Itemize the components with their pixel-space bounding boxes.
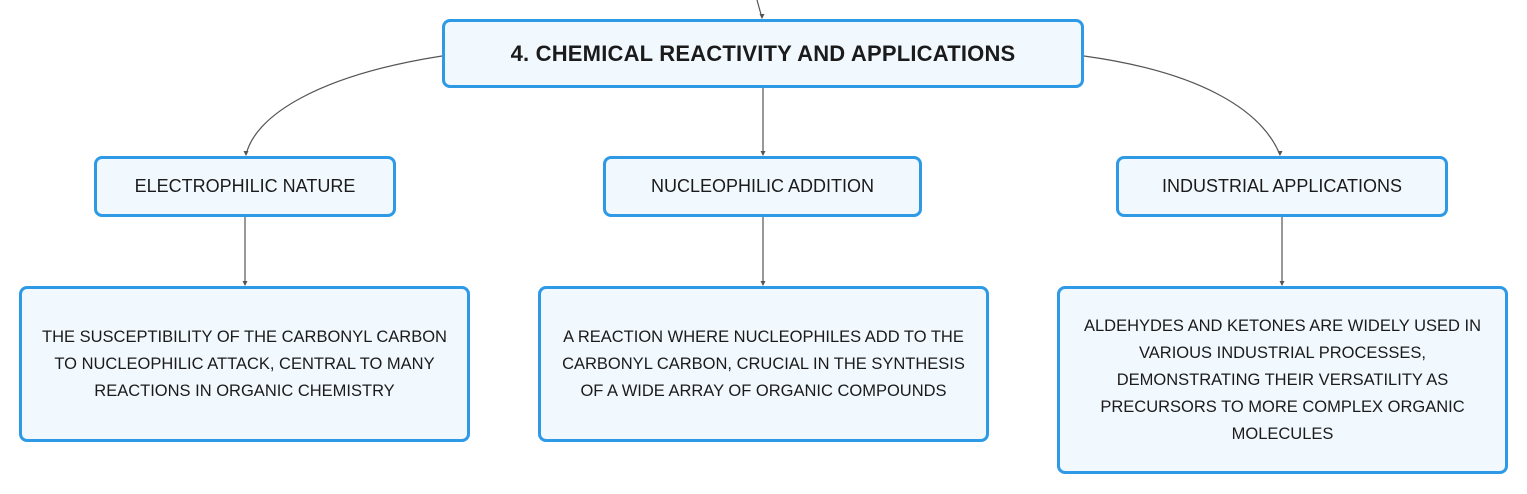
topic-node-label: ELECTROPHILIC NATURE [134, 176, 356, 196]
connector-root-to-industrial [1084, 56, 1280, 155]
root-node-label: 4. CHEMICAL REACTIVITY AND APPLICATIONS [510, 40, 1016, 66]
root-node[interactable] [442, 19, 1084, 88]
topic-node-label: INDUSTRIAL APPLICATIONS [1161, 176, 1403, 196]
connector-root-to-electrophilic [246, 56, 442, 155]
detail-node-nucleophilic-addition[interactable] [538, 286, 989, 442]
detail-node-industrial-applications[interactable] [1057, 286, 1508, 474]
topic-node-label: NUCLEOPHILIC ADDITION [650, 176, 875, 196]
detail-node-text: ALDEHYDES AND KETONES ARE WIDELY USED IN VARIOUS INDUSTRIAL PROCESSES, DEMONSTRATING THEIR VERSATILITY AS PRECURSORS TO MORE COMPLEX ORGANIC MOLECULES [1083, 316, 1482, 443]
topic-node-industrial-applications[interactable] [1116, 156, 1448, 217]
topic-node-nucleophilic-addition[interactable] [603, 156, 922, 217]
detail-node-electrophilic-nature[interactable] [19, 286, 470, 442]
detail-node-text: A REACTION WHERE NUCLEOPHILES ADD TO THE CARBONYL CARBON, CRUCIAL IN THE SYNTHESIS OF A WIDE ARRAY OF ORGANIC COMPOUNDS [562, 327, 965, 400]
detail-node-text: THE SUSCEPTIBILITY OF THE CARBONYL CARBON TO NUCLEOPHILIC ATTACK, CENTRAL TO MANY REACTIONS IN ORGANIC CHEMISTRY [42, 327, 447, 400]
topic-node-electrophilic-nature[interactable] [94, 156, 396, 217]
